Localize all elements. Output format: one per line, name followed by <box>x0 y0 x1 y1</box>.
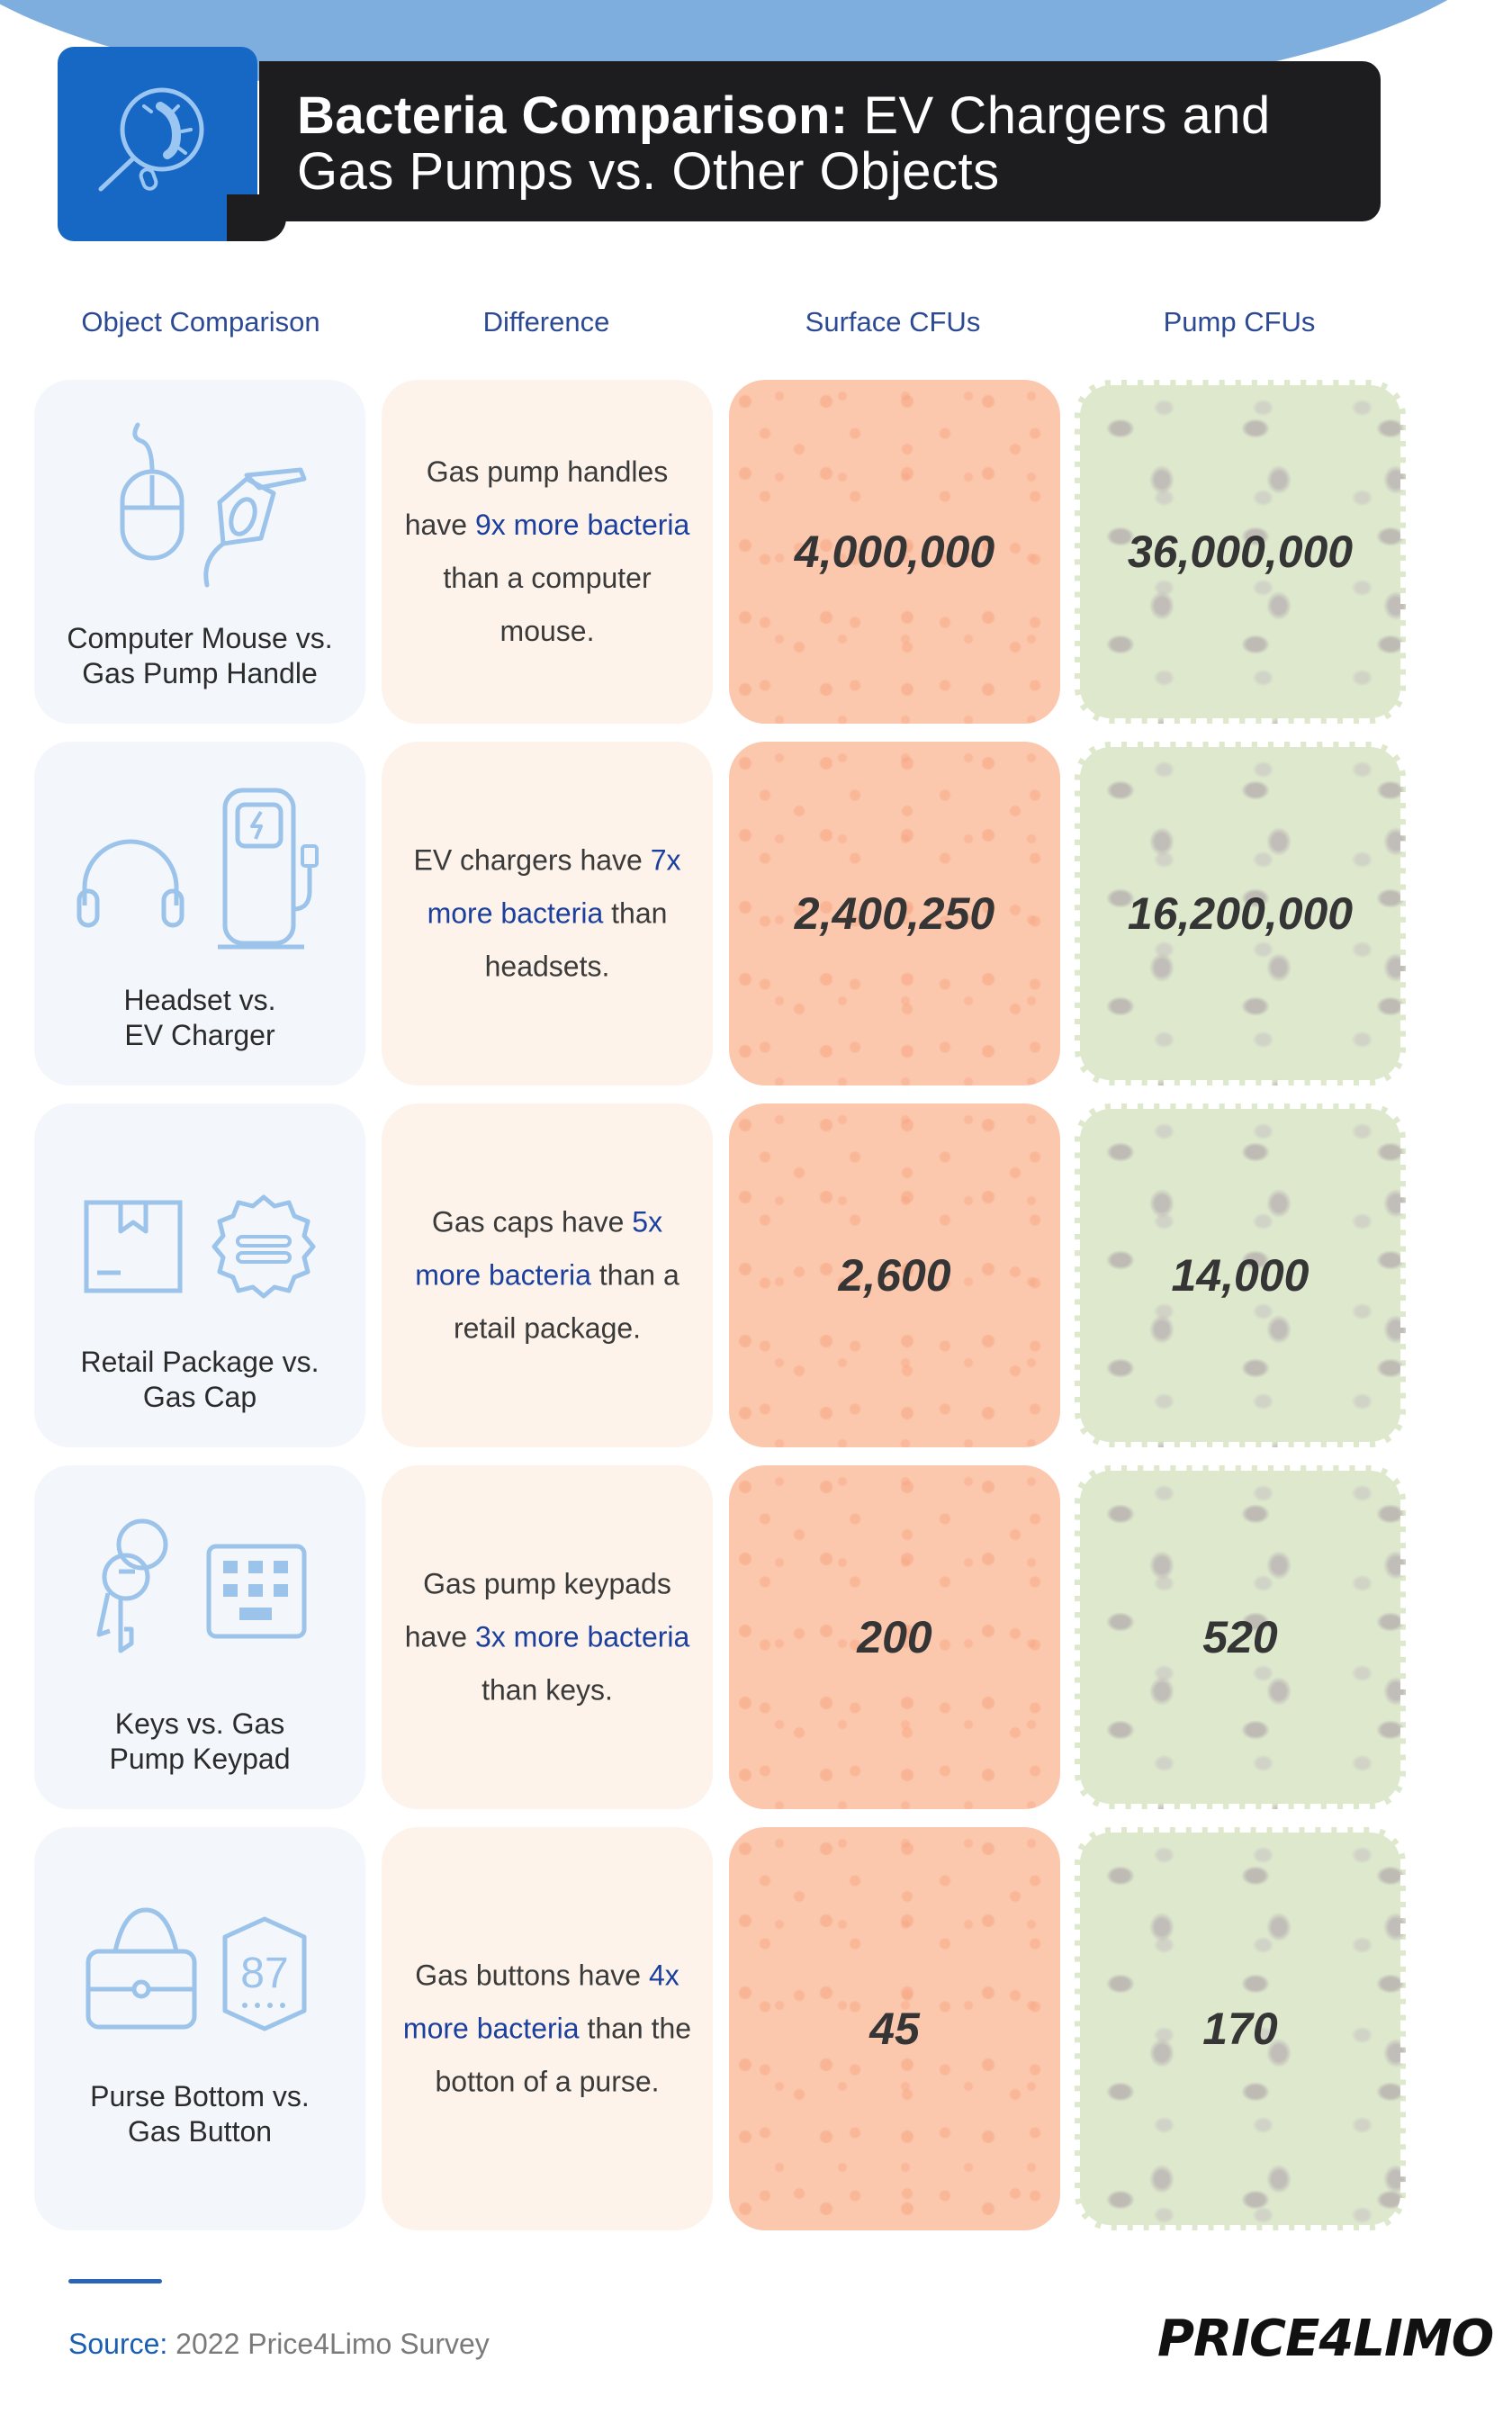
pump-cfu-value: 16,200,000 <box>1127 888 1354 939</box>
difference-cell-row-5 <box>382 1827 713 2230</box>
object-label-line-1: Retail Package vs. <box>80 1346 320 1378</box>
object-cell-row-4 <box>34 1465 365 1809</box>
object-label-line-1: Purse Bottom vs. <box>90 2080 310 2112</box>
difference-pre: EV chargers have <box>413 843 651 877</box>
difference-highlight: 4x more bacteria <box>402 1959 680 2045</box>
price4limo-logo: PRICE4LIMO <box>1157 2310 1494 2368</box>
gas-button-number: 87 <box>240 1950 289 1997</box>
object-label-line-2: Gas Pump Handle <box>82 657 318 689</box>
difference-highlight: 3x more bacteria <box>474 1620 690 1653</box>
computer-mouse-icon <box>112 421 193 565</box>
magnifier-bacteria-icon <box>88 72 232 216</box>
object-label-line-1: Keys vs. Gas <box>114 1707 285 1740</box>
pump-cfu-cell-row-2 <box>1075 742 1406 1085</box>
object-label-line-2: Gas Cap <box>142 1381 257 1413</box>
difference-cell-row-3 <box>382 1103 713 1447</box>
difference-pre: Gas pump handles have <box>404 455 669 541</box>
difference-highlight: 9x more bacteria <box>474 509 690 541</box>
difference-post: than keys. <box>482 1673 613 1707</box>
difference-post: than the botton of a purse. <box>435 2012 692 2098</box>
gas-button-icon <box>220 1915 310 2032</box>
difference-pre: Gas buttons have <box>415 1959 649 1992</box>
surface-cfu-cell-row-5 <box>729 1827 1060 2230</box>
title-line-1 <box>297 88 1345 144</box>
title-bar <box>259 61 1381 221</box>
pump-cfu-cell-row-3 <box>1075 1103 1406 1447</box>
title-bold: Bacteria Comparison: <box>297 86 849 145</box>
headset-icon <box>72 833 189 932</box>
source-citation <box>68 2328 490 2361</box>
surface-cfu-cell-row-3 <box>729 1103 1060 1447</box>
difference-post: than headsets. <box>484 896 668 983</box>
title-icon-box <box>58 47 257 241</box>
surface-cfu-cell-row-2 <box>729 742 1060 1085</box>
difference-pre: Gas pump keypads have <box>404 1567 671 1653</box>
difference-post: than a computer mouse. <box>443 562 652 647</box>
source-text: 2022 Price4Limo Survey <box>167 2328 490 2360</box>
object-cell-row-3 <box>34 1103 365 1447</box>
surface-cfu-cell-row-4 <box>729 1465 1060 1809</box>
title-line1-rest: EV Chargers and <box>848 86 1271 145</box>
header-difference: Difference <box>482 306 610 338</box>
surface-cfu-value: 200 <box>857 1612 932 1662</box>
keypad-icon <box>205 1543 308 1642</box>
source-label: Source: <box>68 2328 168 2360</box>
gas-cap-icon <box>205 1190 322 1307</box>
difference-text <box>400 1196 695 1356</box>
difference-text <box>400 1558 695 1717</box>
difference-post: than a retail package. <box>453 1258 680 1345</box>
pump-cfu-value: 520 <box>1202 1612 1278 1662</box>
object-cell-row-1 <box>34 380 365 724</box>
source-divider <box>68 2279 162 2283</box>
object-cell-row-5 <box>34 1827 365 2230</box>
ev-charger-icon <box>214 783 331 954</box>
keys-icon <box>94 1518 175 1662</box>
pump-cfu-cell-row-4 <box>1075 1465 1406 1809</box>
retail-package-icon <box>83 1199 184 1294</box>
difference-cell-row-1 <box>382 380 713 724</box>
gas-pump-handle-icon <box>193 457 319 592</box>
pump-cfu-value: 36,000,000 <box>1127 527 1354 577</box>
object-label-line-1: Headset vs. <box>123 984 276 1016</box>
surface-cfu-cell-row-1 <box>729 380 1060 724</box>
difference-cell-row-2 <box>382 742 713 1085</box>
surface-cfu-value: 2,400,250 <box>794 888 995 939</box>
surface-cfu-value: 2,600 <box>838 1250 951 1301</box>
difference-highlight: 7x more bacteria <box>427 843 681 930</box>
object-label-line-2: Pump Keypad <box>109 1743 291 1775</box>
difference-text <box>400 1950 695 2109</box>
surface-cfu-value: 45 <box>869 2004 920 2054</box>
difference-text <box>400 834 695 994</box>
pump-cfu-cell-row-5 <box>1075 1827 1406 2230</box>
difference-text <box>400 446 695 658</box>
header-object-comparison: Object Comparison <box>81 306 320 338</box>
difference-pre: Gas caps have <box>431 1205 633 1239</box>
pump-cfu-value: 14,000 <box>1171 1250 1310 1301</box>
surface-cfu-value: 4,000,000 <box>794 527 995 577</box>
difference-cell-row-4 <box>382 1465 713 1809</box>
object-label-line-2: EV Charger <box>124 1019 275 1051</box>
title-line-2: Gas Pumps vs. Other Objects <box>297 142 1000 201</box>
purse-icon <box>83 1906 200 2032</box>
object-label-line-1: Computer Mouse vs. <box>67 622 333 654</box>
header-surface-cfus: Surface CFUs <box>805 306 981 338</box>
object-label-line-2: Gas Button <box>127 2115 273 2148</box>
header-pump-cfus: Pump CFUs <box>1163 306 1316 338</box>
pump-cfu-cell-row-1 <box>1075 380 1406 724</box>
difference-highlight: 5x more bacteria <box>415 1205 663 1292</box>
pump-cfu-value: 170 <box>1202 2004 1278 2054</box>
object-cell-row-2 <box>34 742 365 1085</box>
